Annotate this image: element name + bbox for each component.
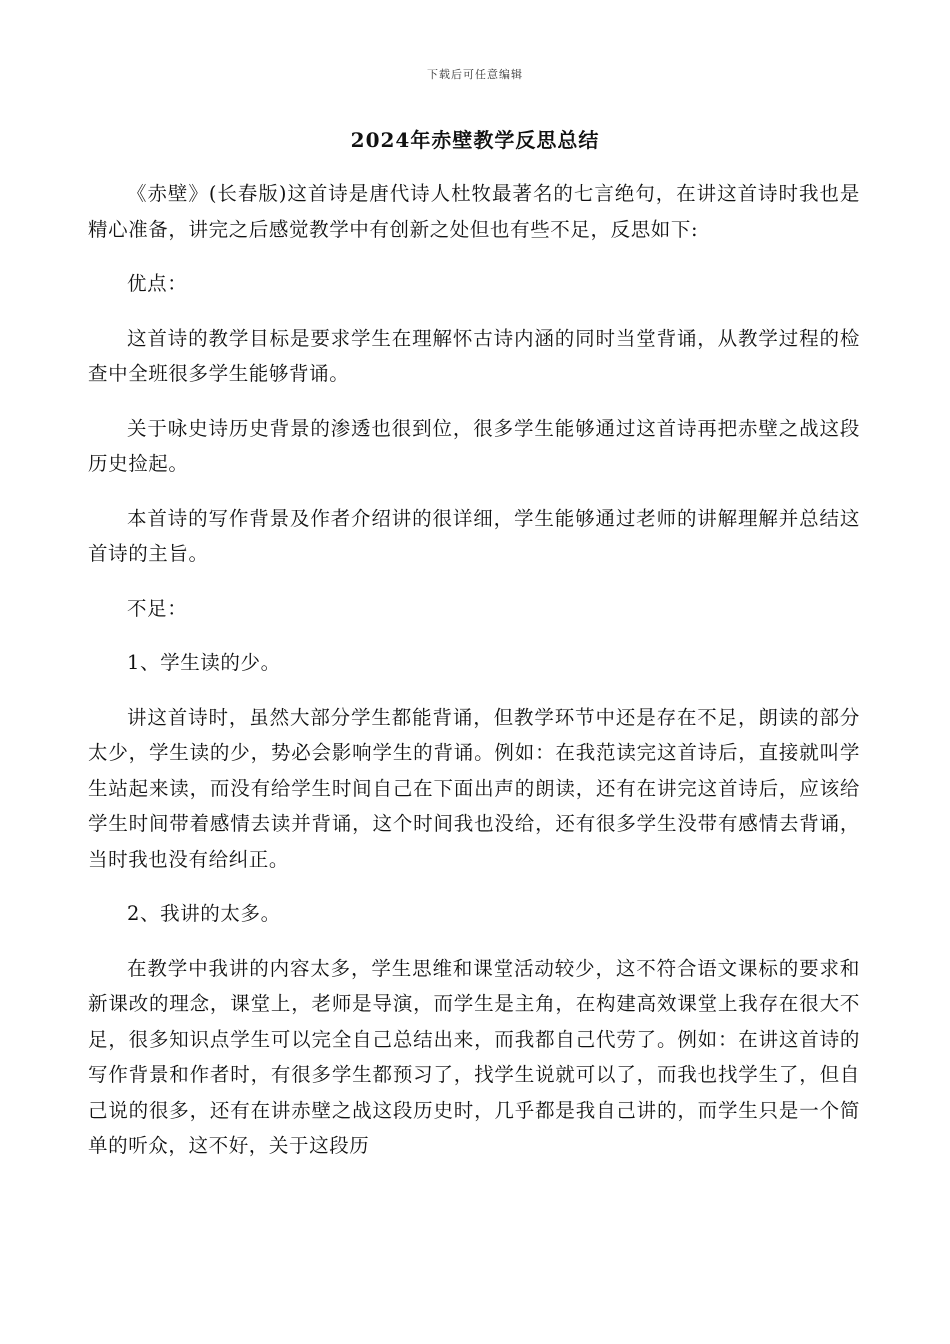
section-heading-weaknesses: 不足： (127, 596, 188, 620)
paragraph-weakness-1: 讲这首诗时，虽然大部分学生都能背诵，但教学环节中还是存在不足，朗读的部分太少，学生读的少，势必会影响学生的背诵。例如：在我范读完这首诗后，直接就叫学生站起来读，而没有给学生时间自己在下面出声的朗读，还有在讲完这首诗后，应该给学生时间带着感情去读并背诵，这个时间我也没给，还有很多学生没带有感情去背诵，当时我也没有给纠正。 (88, 705, 860, 871)
paragraph-intro: 《赤壁》(长春版)这首诗是唐代诗人杜牧最著名的七言绝句，在讲这首诗时我也是精心准备，讲完之后感觉教学中有创新之处但也有些不足，反思如下: (88, 182, 860, 241)
section-heading-strengths: 优点： (127, 272, 188, 295)
paragraph-weakness-2: 在教学中我讲的内容太多，学生思维和课堂活动较少，这不符合语文课标的要求和新课改的理念，课堂上，老师是导演，而学生是主角，在构建高效课堂上我存在很大不足，很多知识点学生可以完全自己总结出来，而我都自己代劳了。例如：在讲这首诗的写作背景和作者时，有很多学生都预习了，找学生说就可以了，而我也找学生了，但自己说的很多，还有在讲赤壁之战这段历史时，几乎都是我自己讲的，而学生只是一个简单的听众，这不好，关于这段历 (88, 956, 860, 1157)
paragraph-strength-1: 这首诗的教学目标是要求学生在理解怀古诗内涵的同时当堂背诵，从教学过程的检查中全班很多学生能够背诵。 (88, 326, 860, 385)
subheading-weakness-2: 2、我讲的太多。 (127, 902, 281, 925)
subheading-weakness-1: 1、学生读的少。 (127, 651, 281, 674)
paragraph-strength-2: 关于咏史诗历史背景的渗透也很到位，很多学生能够通过这首诗再把赤壁之战这段历史捡起。 (88, 416, 860, 475)
paragraph-strength-3: 本首诗的写作背景及作者介绍讲的很详细，学生能够通过老师的讲解理解并总结这首诗的主旨。 (88, 506, 860, 565)
document-body (88, 176, 860, 1183)
page-header-note: 下载后可任意编辑 (427, 68, 523, 81)
document-title: 2024年赤壁教学反思总结 (350, 128, 600, 152)
